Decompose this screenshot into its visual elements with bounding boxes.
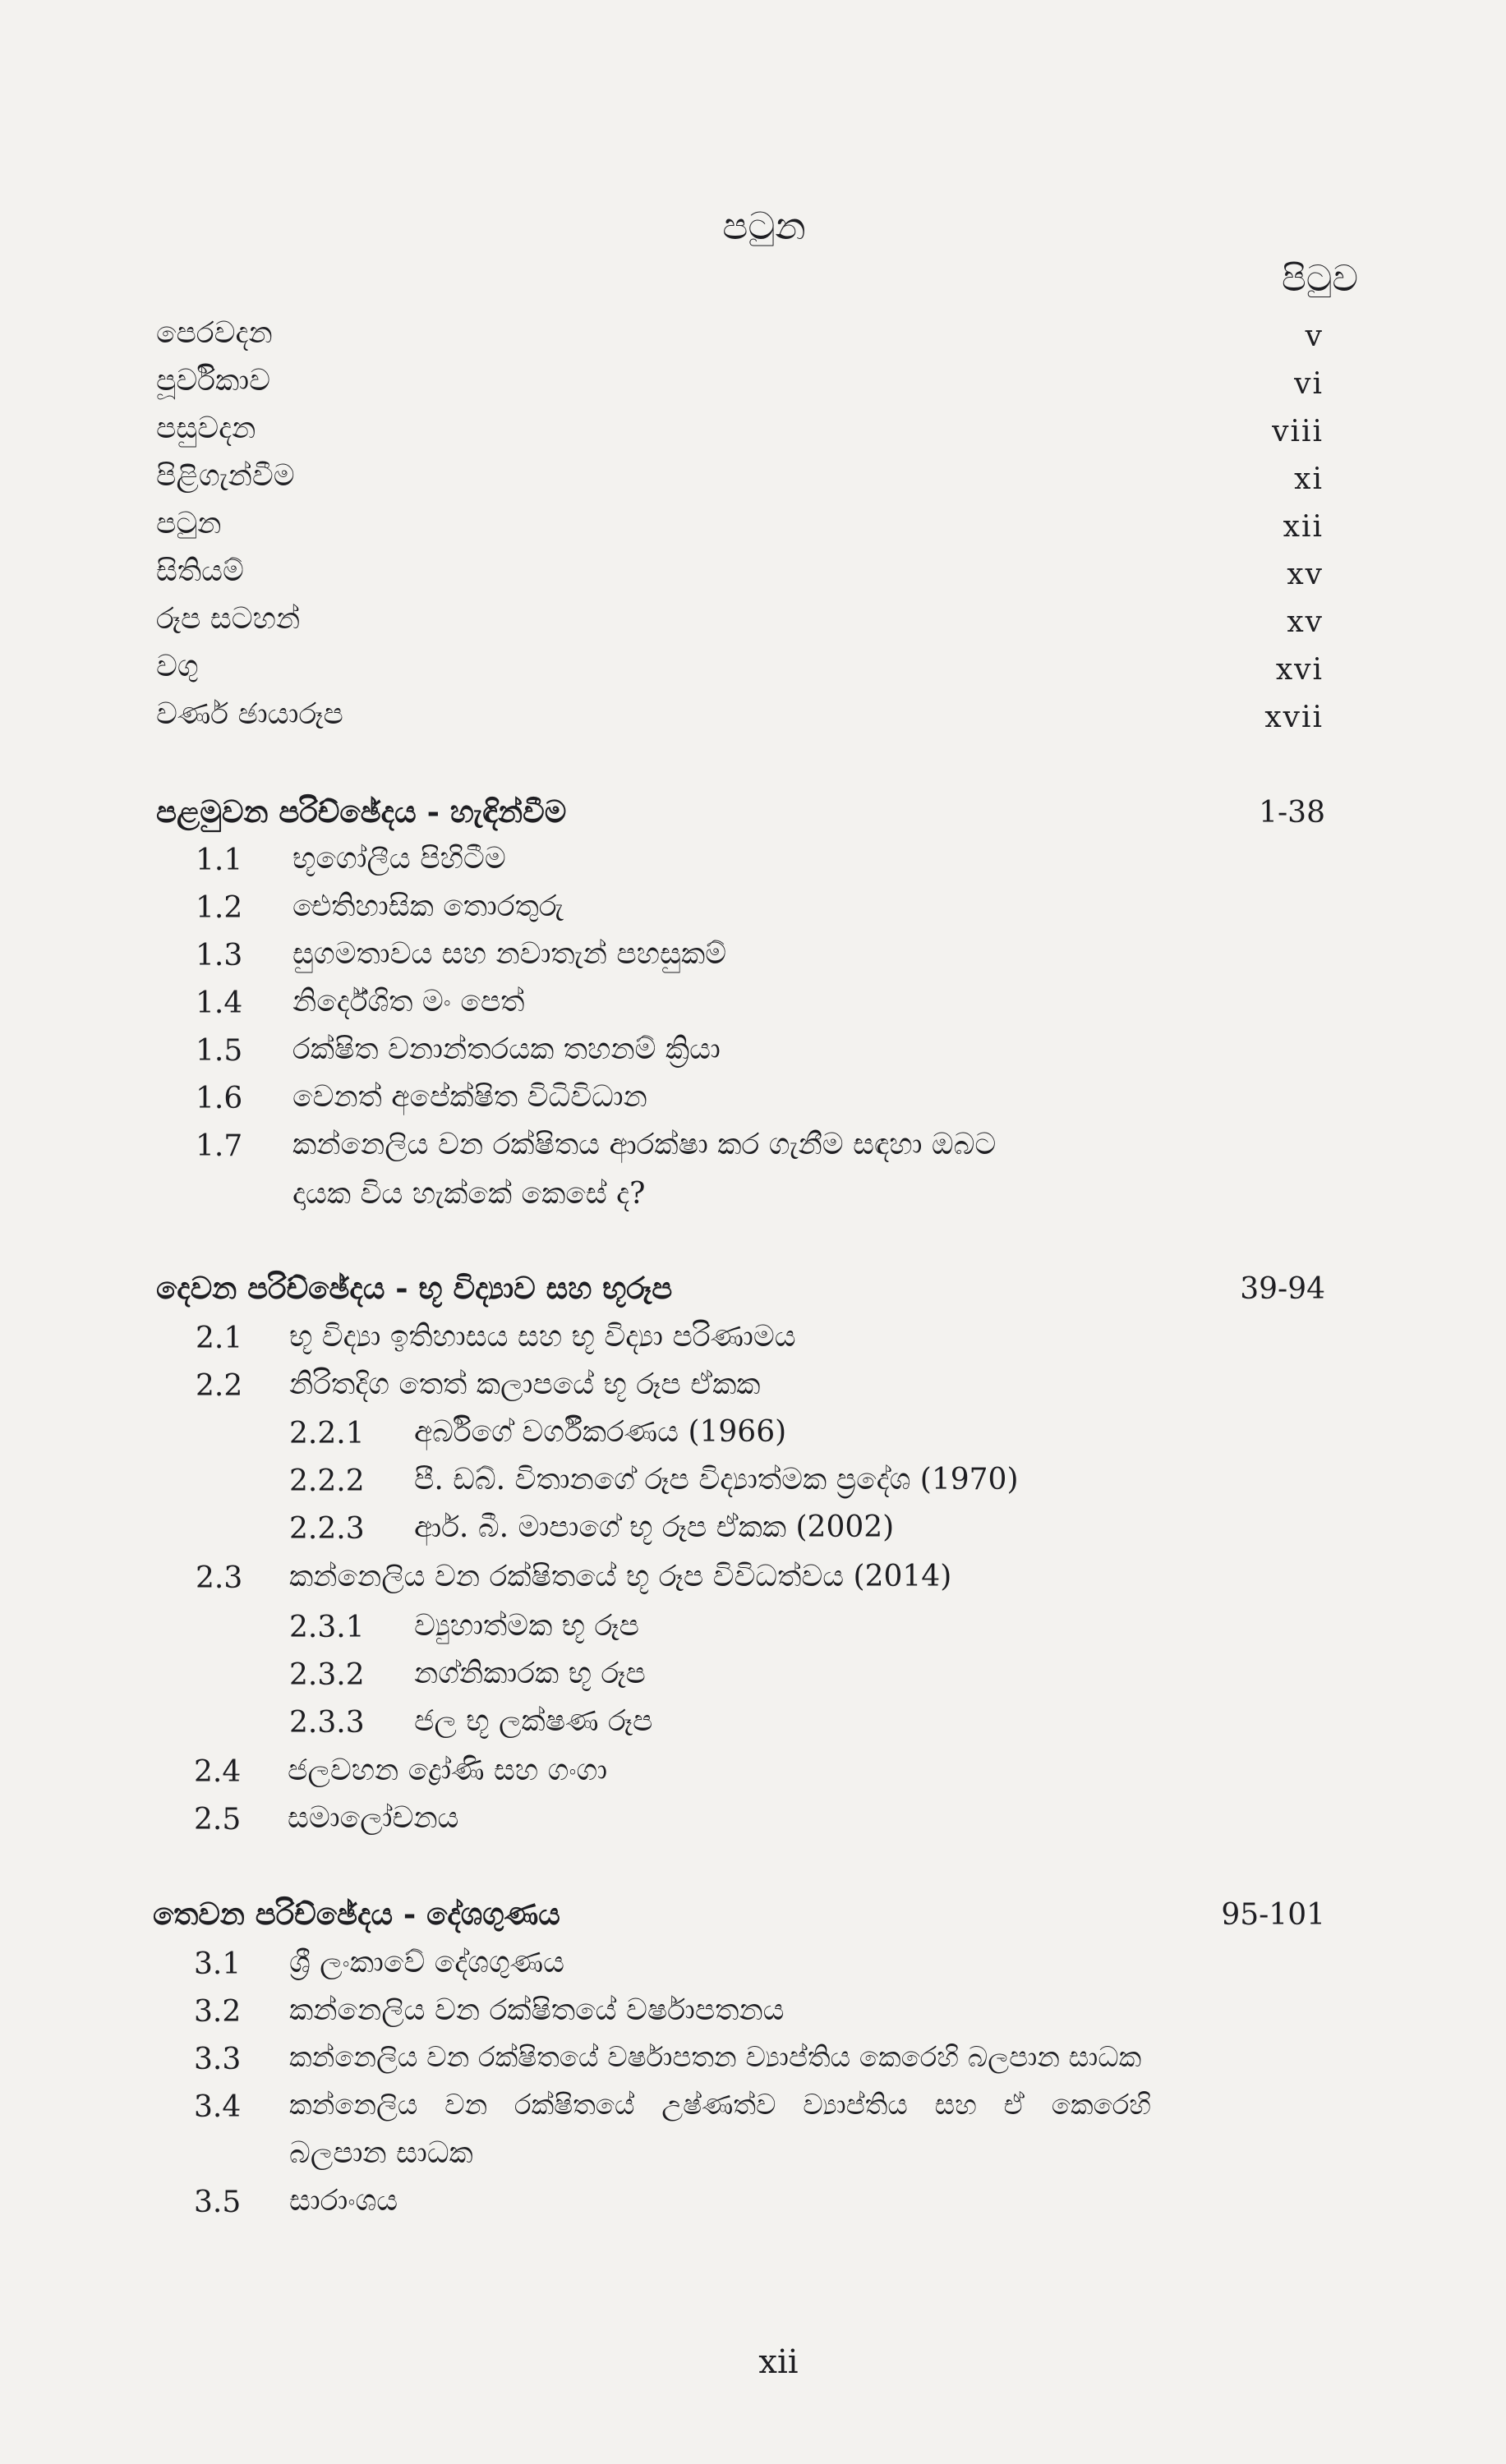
subsection-number: 2.3.1	[289, 1611, 365, 1644]
chapter-title: පළමුවන පරිච්ඡේදය - හැඳින්වීම	[156, 793, 567, 830]
subsection-label: පී. ඩබ්. විතානගේ රූප විද්‍යාත්මක ප්‍රදේශ (1970)	[414, 1463, 1019, 1496]
section-number: 1.5	[196, 1034, 243, 1068]
front-matter-label: පූර්විකාව	[156, 364, 270, 398]
front-matter-page: xii	[1283, 510, 1324, 544]
front-matter-label: වගු	[156, 650, 199, 683]
chapter-title: තෙවන පරිච්ඡේදය - දේශගුණය	[153, 1896, 560, 1932]
front-matter-label: පිළිගැන්වීම	[156, 459, 295, 493]
subsection-label: අර්බිගේ වර්ගීකරණය (1966)	[414, 1415, 787, 1449]
section-number: 2.4	[194, 1755, 242, 1789]
section-label: සුගමතාවය සහ නවාතැන් පහසුකම්	[292, 937, 727, 971]
section-number: 1.6	[196, 1082, 243, 1115]
section-label: කන්නෙලිය වන රක්ෂිතයේ වර්ෂාපතනය	[289, 1993, 785, 2027]
subsection-label: නග්නිකාරක භූ රූප	[414, 1657, 646, 1690]
section-number: 1.1	[196, 844, 243, 877]
section-number: 1.2	[196, 891, 243, 925]
subsection-number: 2.3.2	[289, 1658, 365, 1692]
section-label: කන්නෙලිය වන රක්ෂිතයේ වර්ෂාපතන ව්‍යාප්තිය කෙරෙහි බලපාන සාධක	[289, 2041, 1142, 2074]
page-title: පටුන	[722, 204, 806, 248]
section-label: භූගෝලීය පිහිටීම	[292, 842, 506, 876]
section-label: නිර්දේශිත මං පෙත්	[292, 985, 525, 1018]
section-number: 2.1	[196, 1322, 243, 1355]
section-label: කන්නෙලිය වන රක්ෂිතයේ භූ රූප විවිධත්වය (2014)	[289, 1560, 952, 1593]
section-label: ශ්‍රී ලංකාවේ දේශගුණය	[289, 1946, 565, 1979]
subsection-number: 2.3.3	[289, 1706, 365, 1740]
section-label-continuation: දායක විය හැක්කේ කෙසේ ද?	[292, 1177, 646, 1211]
front-matter-page: viii	[1272, 415, 1324, 448]
section-label: භූ විද්‍යා ඉතිහාසය සහ භූ විද්‍යා පරිණාමය	[289, 1320, 796, 1354]
page-number: xii	[758, 2343, 799, 2381]
section-label: වෙනත් අපේක්ෂිත විධිවිධාන	[292, 1080, 647, 1114]
subsection-label: ආර්. බී. මාපාගේ භූ රූප ඒකක (2002)	[414, 1510, 895, 1544]
chapter-pages: 95-101	[1221, 1898, 1325, 1932]
front-matter-label: පෙරවදන	[156, 316, 273, 350]
front-matter-label: පසුවදන	[156, 411, 256, 445]
subsection-label: ජල භූ ලක්ෂණ රූප	[414, 1704, 653, 1738]
section-number: 3.5	[194, 2186, 242, 2219]
section-number: 2.5	[194, 1803, 242, 1837]
page-column-heading: පිටුව	[1281, 258, 1358, 300]
chapter-pages: 1-38	[1259, 796, 1325, 830]
front-matter-page: v	[1305, 319, 1324, 353]
section-number: 2.3	[196, 1561, 243, 1595]
section-number: 3.2	[194, 1995, 242, 2029]
section-number: 3.3	[194, 2043, 242, 2076]
front-matter-page: xv	[1287, 558, 1324, 591]
subsection-number: 2.2.2	[289, 1464, 365, 1498]
section-number: 3.4	[194, 2090, 242, 2124]
front-matter-page: vi	[1294, 367, 1324, 401]
section-number: 1.4	[196, 986, 243, 1020]
front-matter-page: xvi	[1275, 653, 1324, 687]
front-matter-label: සිතියම්	[156, 554, 244, 588]
subsection-number: 2.2.3	[289, 1512, 365, 1546]
front-matter-label: රූප සටහන්	[156, 602, 301, 636]
section-label-continuation: බලපාන සාධක	[289, 2136, 473, 2170]
front-matter-page: xvii	[1264, 701, 1324, 734]
section-label: ඓතිහාසික තොරතුරු	[292, 890, 564, 923]
front-matter-label: වර්ණ ඡායාරූප	[156, 697, 343, 731]
front-matter-page: xi	[1294, 462, 1324, 496]
section-label: සමාලෝචනය	[288, 1801, 459, 1835]
chapter-title: දෙවන පරිච්ඡේදය - භූ විද්‍යාව සහ භූරූප	[156, 1270, 673, 1306]
section-label: කන්නෙලිය වන රක්ෂිතය ආරක්ෂා කර ගැනීම සඳහා ඔබට	[292, 1128, 997, 1161]
section-label: ජලවහන ද්‍රෝණි සහ ගංගා	[288, 1754, 608, 1787]
chapter-pages: 39-94	[1240, 1272, 1325, 1306]
section-number: 1.3	[196, 939, 243, 972]
section-number: 3.1	[194, 1947, 242, 1981]
section-number: 1.7	[196, 1129, 243, 1163]
section-number: 2.2	[196, 1369, 243, 1403]
front-matter-label: පටුන	[156, 507, 222, 540]
section-label: සාරාංශය	[289, 2184, 398, 2218]
subsection-number: 2.2.1	[289, 1417, 365, 1450]
section-label: කන්නෙලිය වන රක්ෂිතයේ උෂ්ණත්ව ව්‍යාප්තිය සහ ඒ කෙරෙහි	[289, 2089, 1152, 2122]
front-matter-page: xv	[1287, 605, 1324, 639]
section-label: රක්ෂිත වනාන්තරයක තහනම් ක්‍රියා	[292, 1032, 721, 1066]
subsection-label: ව්‍යුහාත්මක භූ රූප	[414, 1609, 639, 1643]
section-label: නිරිතදිග තෙත් කලාපයේ භූ රූප ඒකක	[289, 1368, 761, 1401]
